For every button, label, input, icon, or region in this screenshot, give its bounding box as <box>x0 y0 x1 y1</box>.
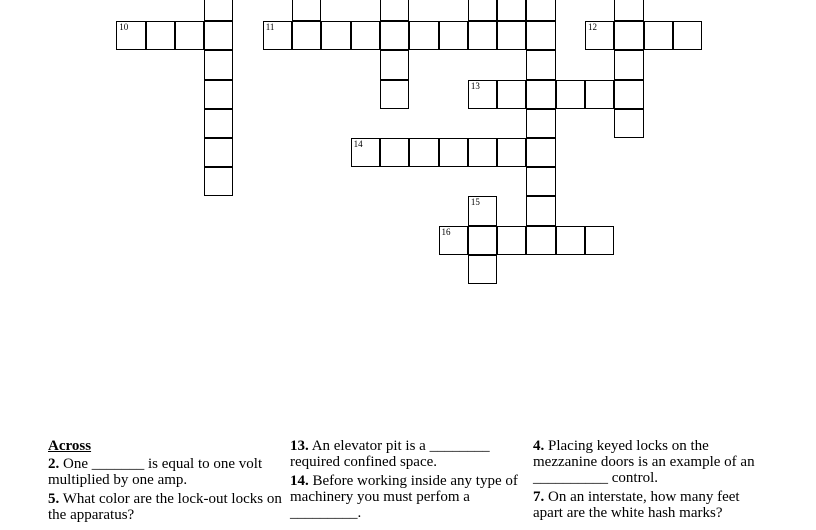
grid-cell[interactable] <box>585 80 614 109</box>
grid-cell[interactable] <box>468 226 497 255</box>
clue-text: Before working inside any type of machinery you must perfom a _________. <box>290 473 518 521</box>
grid-cell[interactable] <box>585 21 614 50</box>
clue-number: 14. <box>290 473 309 489</box>
grid-cell[interactable] <box>175 21 204 50</box>
clues-column-3 <box>533 438 773 524</box>
grid-cell[interactable] <box>468 80 497 109</box>
grid-cell[interactable] <box>526 0 555 21</box>
cell-number: 10 <box>119 22 129 33</box>
clue-text: One _______ is equal to one volt multiplied by one amp. <box>48 456 263 488</box>
clue-14 <box>290 473 530 521</box>
grid-cell[interactable] <box>204 109 233 138</box>
grid-cell[interactable] <box>644 21 673 50</box>
clue-13 <box>290 438 530 470</box>
grid-cell[interactable] <box>116 21 145 50</box>
grid-cell[interactable] <box>673 21 702 50</box>
grid-cell[interactable] <box>439 138 468 167</box>
grid-cell[interactable] <box>614 80 643 109</box>
grid-cell[interactable] <box>526 80 555 109</box>
grid-cell[interactable] <box>204 80 233 109</box>
cell-number: 14 <box>353 139 363 150</box>
grid-cell[interactable] <box>409 138 438 167</box>
clue-number: 2. <box>48 456 60 472</box>
clue-4 <box>533 438 773 486</box>
clue-number: 7. <box>533 489 545 505</box>
grid-cell[interactable] <box>614 0 643 21</box>
cell-number: 13 <box>470 80 480 91</box>
grid-cell[interactable] <box>468 255 497 284</box>
grid-cell[interactable] <box>146 21 175 50</box>
clue-number: 5. <box>48 491 60 507</box>
clue-text: What color are the lock-out locks on the apparatus? <box>48 491 282 523</box>
grid-cell[interactable] <box>204 167 233 196</box>
grid-cell[interactable] <box>380 138 409 167</box>
grid-cell[interactable] <box>468 138 497 167</box>
clues-column-1 <box>48 438 288 526</box>
grid-cell[interactable] <box>497 138 526 167</box>
grid-cell[interactable] <box>380 21 409 50</box>
grid-cell[interactable] <box>321 21 350 50</box>
cell-number: 16 <box>441 226 451 237</box>
grid-cell[interactable] <box>526 167 555 196</box>
grid-cell[interactable] <box>439 21 468 50</box>
grid-cell[interactable] <box>439 226 468 255</box>
grid-cell[interactable] <box>351 21 380 50</box>
grid-cell[interactable] <box>468 196 497 225</box>
clue-number: 4. <box>533 438 545 454</box>
grid-cell[interactable] <box>380 50 409 79</box>
grid-cell[interactable] <box>614 50 643 79</box>
grid-cell[interactable] <box>526 109 555 138</box>
grid-cell[interactable] <box>556 80 585 109</box>
grid-cell[interactable] <box>204 0 233 21</box>
grid-cell[interactable] <box>409 21 438 50</box>
clue-text: On an interstate, how many feet apart are the white hash marks? <box>533 489 740 521</box>
grid-cell[interactable] <box>526 50 555 79</box>
grid-cell[interactable] <box>526 196 555 225</box>
grid-cell[interactable] <box>497 80 526 109</box>
across-heading: Across <box>48 438 92 454</box>
clue-2 <box>48 456 288 488</box>
clue-text: Placing keyed locks on the mezzanine doors is an example of an __________ control. <box>533 438 755 486</box>
clue-7 <box>533 489 773 521</box>
grid-cell[interactable] <box>526 21 555 50</box>
grid-cell[interactable] <box>497 21 526 50</box>
clues-column-2 <box>290 438 530 524</box>
grid-cell[interactable] <box>380 0 409 21</box>
grid-cell[interactable] <box>526 138 555 167</box>
clue-number: 13. <box>290 438 309 454</box>
grid-cell[interactable] <box>292 21 321 50</box>
clue-5 <box>48 491 288 523</box>
grid-cell[interactable] <box>497 0 526 21</box>
grid-cell[interactable] <box>556 226 585 255</box>
grid-cell[interactable] <box>204 138 233 167</box>
grid-cell[interactable] <box>468 21 497 50</box>
grid-cell[interactable] <box>351 138 380 167</box>
cell-number: 15 <box>470 197 480 208</box>
grid-cell[interactable] <box>468 0 497 21</box>
grid-cell[interactable] <box>526 226 555 255</box>
clue-text: An elevator pit is a ________ required confined space. <box>290 438 490 470</box>
grid-cell[interactable] <box>380 80 409 109</box>
cell-number: 12 <box>588 22 598 33</box>
grid-cell[interactable] <box>497 226 526 255</box>
cell-number: 11 <box>265 22 275 33</box>
grid-cell[interactable] <box>204 21 233 50</box>
grid-cell[interactable] <box>204 50 233 79</box>
grid-cell[interactable] <box>292 0 321 21</box>
grid-cell[interactable] <box>614 21 643 50</box>
grid-cell[interactable] <box>263 21 292 50</box>
grid-cell[interactable] <box>585 226 614 255</box>
grid-cell[interactable] <box>614 109 643 138</box>
